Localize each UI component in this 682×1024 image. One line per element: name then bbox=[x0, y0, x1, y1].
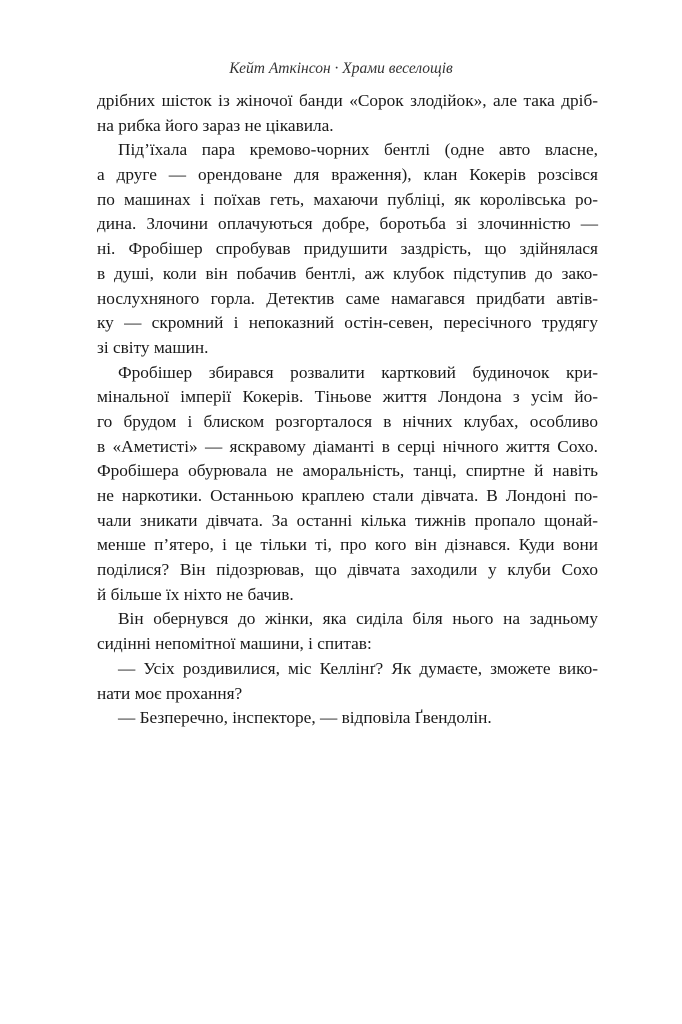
text-line: не наркотики. Останньою краплею стали дівчата. В Лондоні по- bbox=[97, 486, 598, 505]
text-line: по машинах і поїхав геть, махаючи публіці, як королівська ро- bbox=[97, 189, 598, 209]
text-line: Під’їхала пара кремово-чорних бентлі (одне авто власне, bbox=[118, 140, 598, 160]
text-line: Фробішера обурювала не аморальність, танці, спиртне й навіть bbox=[97, 461, 598, 481]
text-line: — Усіх роздивилися, міс Келлінґ? Як думаєте, зможете вико- bbox=[118, 658, 598, 678]
text-line: дина. Злочини оплачуються добре, боротьба зі злочинністю — bbox=[97, 214, 598, 234]
text-line: дрібних шісток із жіночої банди «Сорок злодійок», але така дріб- bbox=[97, 91, 598, 110]
text-line: зі світу машин. bbox=[97, 337, 209, 357]
text-line: на рибка його зараз не цікавила. bbox=[97, 115, 334, 135]
text-line: ку — скромний і непоказний остін-севен, пересічного трудягу bbox=[97, 313, 598, 333]
text-line: Він обернувся до жінки, яка сиділа біля нього на задньому bbox=[118, 609, 598, 629]
text-line: а друге — орендоване для враження), клан Кокерів розсівся bbox=[97, 165, 598, 185]
text-line: чали зникати дівчата. За останні кілька тижнів пропало щонай- bbox=[97, 510, 598, 530]
text-line: мінальної імперії Кокерів. Тіньове життя Лондона з усім йо- bbox=[97, 387, 598, 407]
text-line: ні. Фробішер спробував придушити заздрість, що здійнялася bbox=[97, 239, 598, 259]
text-line: — Безперечно, інспекторе, — відповіла Ґвендолін. bbox=[118, 708, 492, 728]
text-line: нати моє прохання? bbox=[97, 683, 243, 703]
text-line: менше п’ятеро, і це тільки ті, про кого він дізнався. Куди вони bbox=[97, 535, 598, 555]
running-header: Кейт Аткінсон · Храми веселощів bbox=[229, 60, 453, 77]
page-body bbox=[97, 89, 598, 731]
text-line: в «Аметисті» — яскравому діаманті в серці нічного життя Сохо. bbox=[97, 436, 598, 456]
text-line: нослухняного горла. Детектив саме намагався придбати автів- bbox=[97, 288, 598, 308]
text-line: Фробішер збирався розвалити картковий будиночок кри- bbox=[118, 362, 598, 382]
text-line: го брудом і блиском розгорталося в нічних клубах, особливо bbox=[97, 411, 598, 431]
text-line: поділися? Він підозрював, що дівчата заходили у клуби Сохо bbox=[97, 560, 598, 580]
text-line: сидінні непомітної машини, і спитав: bbox=[97, 634, 372, 654]
text-line: в душі, коли він побачив бентлі, аж клубок підступив до зако- bbox=[97, 263, 598, 283]
text-line: й більше їх ніхто не бачив. bbox=[97, 584, 294, 604]
